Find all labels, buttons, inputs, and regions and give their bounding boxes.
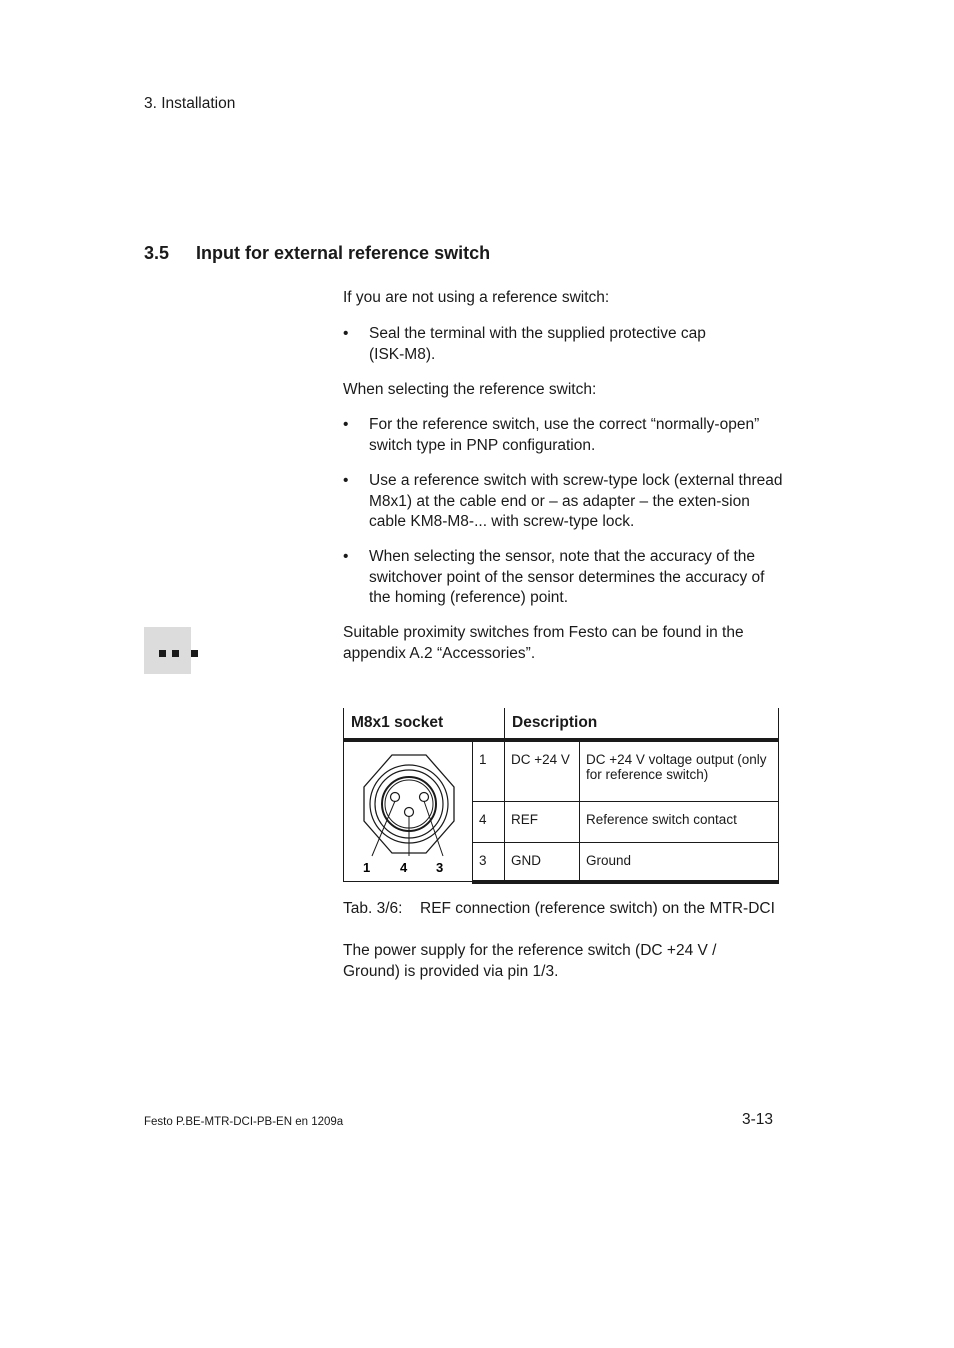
note-icon [144, 627, 191, 674]
section-number: 3.5 [144, 243, 170, 263]
m8-socket-diagram [344, 740, 473, 882]
body-paragraph-3: The power supply for the reference switch (DC +24 V / Ground) is provided via pin 1/3. [343, 942, 717, 980]
reference-connection-table [343, 708, 779, 884]
bullet-icon: • [343, 472, 349, 489]
bullet-icon: • [343, 416, 349, 433]
bullet-icon: • [343, 548, 349, 565]
pin-number: 4 [473, 801, 505, 843]
note-paragraph: Suitable proximity switches from Festo can be found in the appendix A.2 “Accessories”. [343, 624, 744, 662]
page-number: 3-13 [742, 1111, 774, 1128]
table-header-description: Description [505, 708, 779, 740]
section-heading [144, 243, 490, 264]
section-title: Input for external reference switch [196, 243, 491, 263]
pin-label-1: 1 [363, 860, 371, 875]
body-paragraph-1: If you are not using a reference switch: [343, 289, 610, 306]
bullet-item-2: • For the reference switch, use the correct “normally-open” switch type in PNP configuration. [343, 416, 760, 454]
bullet-item-1: • Seal the terminal with the supplied protective cap (ISK-M8). [343, 325, 706, 363]
table-header-socket: M8x1 socket [344, 708, 505, 740]
footer-document-id: Festo P.BE-MTR-DCI-PB-EN en 1209a [144, 1116, 344, 1128]
pin-label-3: 3 [436, 860, 444, 875]
signal-description: DC +24 V voltage output (only for reference switch) [580, 740, 779, 801]
table-row [344, 740, 779, 801]
bullet-item-4: • When selecting the sensor, note that the accuracy of the switchover point of the sensor determines the accuracy of the homing (reference) point. [343, 548, 765, 606]
signal-name: REF [505, 801, 580, 843]
running-head: 3. Installation [144, 95, 236, 112]
signal-name: GND [505, 843, 580, 882]
bullet-item-3: • Use a reference switch with screw-type lock (external thread M8x1) at the cable end or – as adapter – the exten-sion cable KM8-M8-... with screw-type lock. [343, 472, 783, 530]
body-paragraph-2: When selecting the reference switch: [343, 381, 597, 398]
pin-number: 1 [473, 740, 505, 801]
signal-name: DC +24 V [505, 740, 580, 801]
caption-label: Tab. 3/6: [343, 900, 403, 917]
caption-text: REF connection (reference switch) on the MTR-DCI [420, 900, 775, 917]
pin-label-4: 4 [400, 860, 408, 875]
m8-socket-icon [344, 742, 472, 878]
signal-description: Reference switch contact [580, 801, 779, 843]
pin-number: 3 [473, 843, 505, 882]
table-header-row [344, 708, 779, 740]
bullet-icon: • [343, 325, 349, 342]
table-caption [343, 900, 775, 918]
signal-description: Ground [580, 843, 779, 882]
